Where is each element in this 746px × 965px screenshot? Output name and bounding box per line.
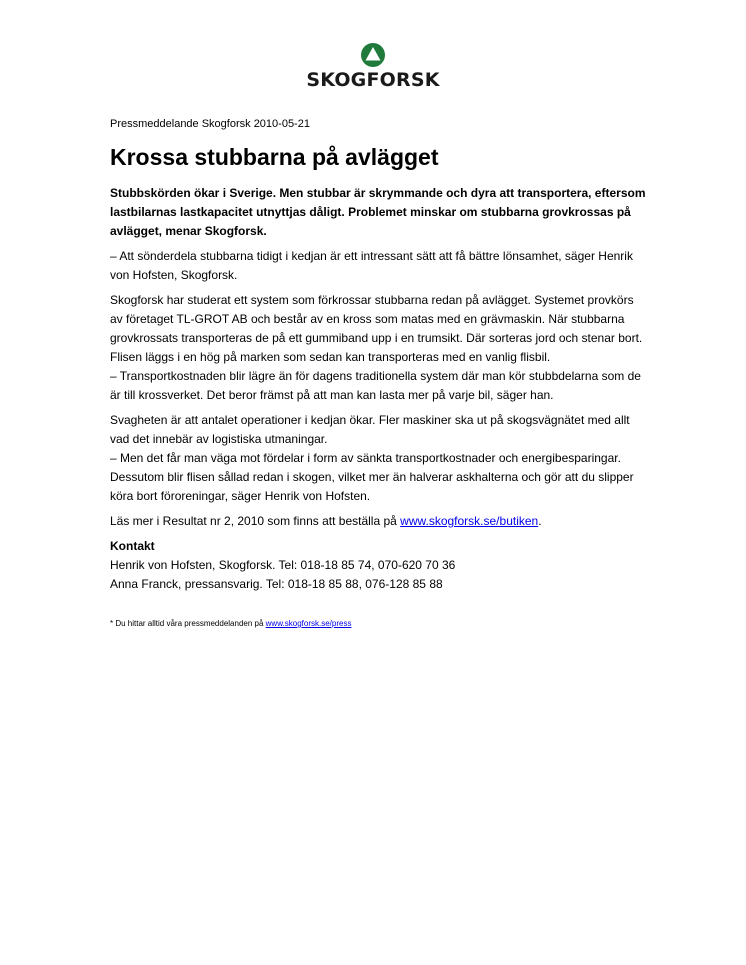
logo-wordmark: SKOGFORSK bbox=[306, 69, 440, 91]
press-link[interactable]: www.skogforsk.se/press bbox=[265, 619, 352, 628]
footnote-text: * Du hittar alltid våra pressmeddelanden på bbox=[110, 619, 266, 628]
article-body bbox=[110, 116, 646, 630]
read-more-suffix: . bbox=[538, 514, 542, 528]
body-paragraph-4: Svagheten är att antalet operationer i kedjan ökar. Fler maskiner ska ut på skogsvägnätet med allt vad det innebär av logistiska utmaningar. bbox=[110, 413, 630, 446]
body-paragraph-2: Skogforsk har studerat ett system som förkrossar stubbarna redan på avlägget. Systemet provkörs av företaget TL-GROT AB och består av en kross som matas med en grävmaskin. När stubbarna grovkrossats transporteras de på ett gummiband upp i en trumsikt. Där sorteras jord och stenar bort. Flisen läggs i en hög på marken som sedan kan transporteras med en vanlig flisbil. bbox=[110, 293, 643, 364]
body-paragraph-1: – Att sönderdela stubbarna tidigt i kedjan är ett intressant sätt att få bättre lönsamhet, säger Henrik von Hofsten, Skogforsk. bbox=[110, 249, 633, 282]
butiken-link[interactable]: www.skogforsk.se/butiken bbox=[400, 514, 539, 528]
contact-heading: Kontakt bbox=[110, 539, 155, 553]
footnote bbox=[110, 618, 646, 630]
triangle-in-circle-icon bbox=[360, 42, 386, 68]
skogforsk-logo bbox=[300, 42, 446, 92]
body-paragraph-3: – Transportkostnaden blir lägre än för dagens traditionella system där man kör stubbdelarna som de är till krossverket. Det beror främst på att man kan lasta mer på varje bil, säger han. bbox=[110, 369, 641, 402]
contact-section bbox=[110, 537, 646, 594]
read-more-text: Läs mer i Resultat nr 2, 2010 som finns att beställa på bbox=[110, 514, 401, 528]
dateline: Pressmeddelande Skogforsk 2010-05-21 bbox=[110, 118, 310, 130]
contact-line-2: Anna Franck, pressansvarig. Tel: 018-18 85 88, 076-128 85 88 bbox=[110, 577, 443, 591]
article-title: Krossa stubbarna på avlägget bbox=[110, 144, 439, 170]
read-more bbox=[110, 512, 646, 531]
contact-line-1: Henrik von Hofsten, Skogforsk. Tel: 018-18 85 74, 070-620 70 36 bbox=[110, 558, 456, 572]
body-paragraph-5: – Men det får man väga mot fördelar i form av sänkta transportkostnader och energibesparingar. Dessutom blir flisen sållad redan i skogen, vilket mer än halverar askhalterna och gör att du slipper köra bort föroreningar, säger Henrik von Hofsten. bbox=[110, 451, 634, 503]
lead-paragraph: Stubbskörden ökar i Sverige. Men stubbar är skrymmande och dyra att transportera, eftersom lastbilarnas lastkapacitet utnyttjas dåligt. Problemet minskar om stubbarna grovkrossas på avlägget, menar Skogforsk. bbox=[110, 186, 646, 238]
